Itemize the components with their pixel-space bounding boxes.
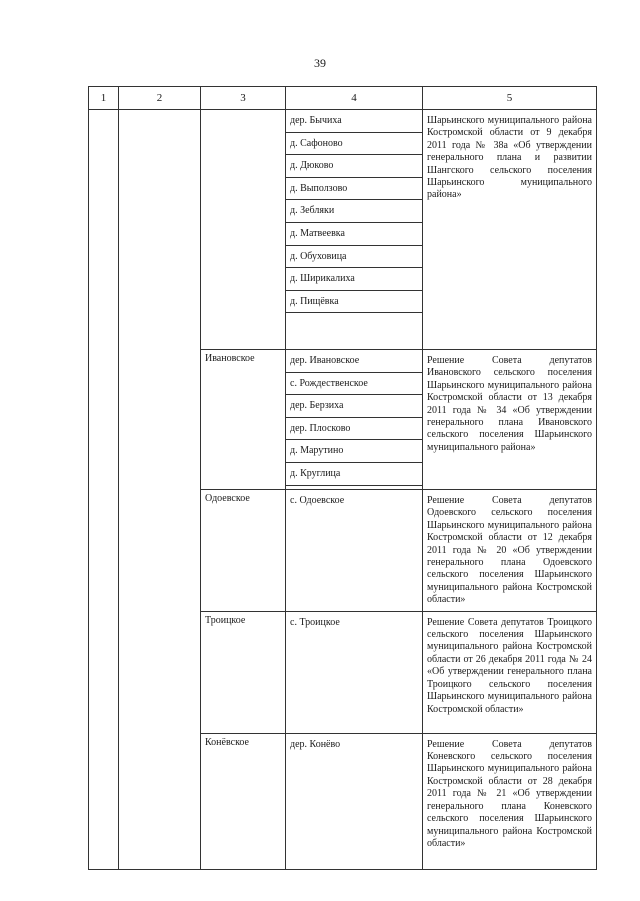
column-header-5: 5 — [423, 87, 597, 110]
settlement-item: д. Ширикалиха — [285, 267, 423, 291]
settlements-cell — [286, 490, 423, 612]
settlement-item: д. Пищёвка — [285, 290, 423, 314]
settlement-item: с. Одоевское — [290, 495, 345, 506]
column-header-1: 1 — [89, 87, 119, 110]
district-cell: Конёвское — [201, 733, 286, 869]
settlements-table — [88, 86, 597, 870]
header-row — [89, 87, 597, 110]
column-header-2: 2 — [119, 87, 201, 110]
settlement-item: дер. Ивановское — [285, 349, 423, 373]
settlement-item: с. Троицкое — [290, 616, 340, 628]
settlements-cell — [286, 110, 423, 350]
settlement-item: д. Зебляки — [285, 199, 423, 223]
table-row — [89, 110, 597, 350]
settlement-item: дер. Бычиха — [285, 109, 423, 133]
column-header-3: 3 — [201, 87, 286, 110]
column-header-4: 4 — [286, 87, 423, 110]
document-cell: Решение Совета депутатов Одоевского сельского поселения Шарьинского муниципального района Костромской области от 12 декабря 2011 года № 20 «Об утверждении генерального плана Одоевского сельского поселения Шарьинского муниципального района Костромской области» — [423, 490, 597, 612]
district-cell: Одоевское — [201, 490, 286, 612]
district-cell: Троицкое — [201, 611, 286, 733]
document-cell: Решение Совета депутатов Коневского сельского поселения Шарьинского муниципального района Костромской области от 28 декабря 2011 года № 21 «Об утверждении генерального плана Коневского сельского поселения Шарьинского муниципального района Костромской области» — [423, 733, 597, 869]
settlement-item: д. Дюково — [285, 154, 423, 178]
settlement-item: д. Сафоново — [285, 132, 423, 156]
col1-cell — [89, 110, 119, 870]
document-cell: Шарьинского муниципального района Костромской области от 9 декабря 2011 года № 38а «Об утверждении генерального плана и развитии Шангского сельского поселения Шарьинского муниципального района» — [423, 110, 597, 350]
document-cell: Решение Совета депутатов Ивановского сельского поселения Шарьинского муниципального района Костромской области от 13 декабря 2011 года № 34 «Об утверждении генерального плана Ивановского сельского поселения Шарьинского муниципального района» — [423, 350, 597, 490]
settlement-item: д. Круглица — [285, 462, 423, 486]
settlement-item: с. Рождественское — [285, 372, 423, 396]
settlement-item: д. Марутино — [285, 439, 423, 463]
document-cell: Решение Совета депутатов Троицкого сельского поселения Шарьинского муниципального района Костромской области от 26 декабря 2011 года № 24 «Об утверждении генерального плана Троицкого сельского поселения Шарьинского муниципального района Костромской области» — [423, 611, 597, 733]
settlement-item: дер. Плосково — [285, 417, 423, 441]
settlements-cell — [286, 350, 423, 490]
settlement-item: д. Матвеевка — [285, 222, 423, 246]
district-cell — [201, 110, 286, 350]
settlement-item: д. Обуховица — [285, 245, 423, 269]
settlement-item: дер. Берзиха — [285, 394, 423, 418]
settlements-cell — [286, 611, 423, 733]
page-number: 39 — [314, 56, 326, 70]
settlement-item: д. Выползово — [285, 177, 423, 201]
col2-cell — [119, 110, 201, 870]
settlements-cell — [286, 733, 423, 869]
district-cell: Ивановское — [201, 350, 286, 490]
settlement-item: дер. Конёво — [290, 738, 341, 750]
